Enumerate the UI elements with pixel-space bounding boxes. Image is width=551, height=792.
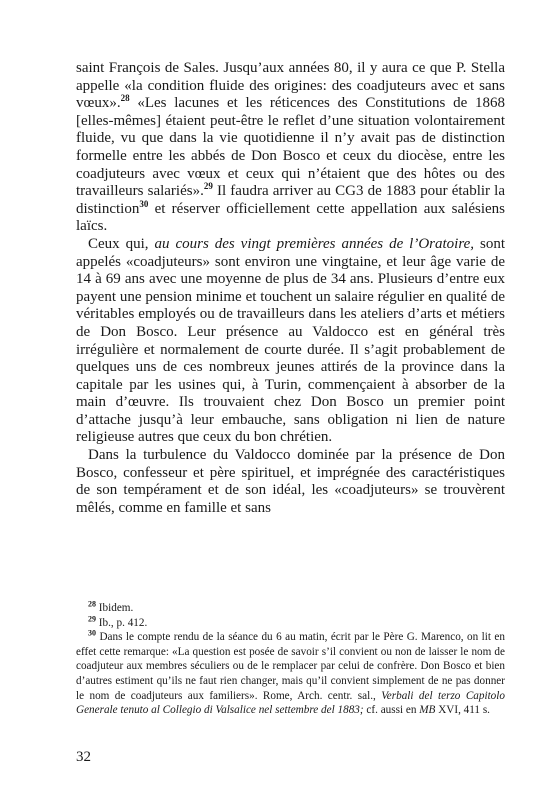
footnote-28 — [76, 601, 505, 616]
main-text — [76, 60, 505, 517]
italic-phrase: au cours des vingt premières années de l’Oratoire, — [154, 235, 475, 252]
footnote-number: 30 — [88, 628, 96, 638]
footnote-30 — [76, 630, 505, 718]
paragraph-1 — [76, 60, 505, 236]
text-run: Ceux qui, — [88, 235, 155, 252]
footnote-text: Dans le compte rendu de la séance du 6 au matin, écrit par le Père G. Marenco, on lit en effet cette remarque: «La question est posée de savoir s’il convient ou non de laisser le nom de coadjuteur aux membres séculiers ou de le remplacer par celui de confrère. Don Bosco et bien d’autres estiment qu’ils ne faut rien changer, mais qu’il convient simplement de ne pas donner le nom de coadjuteurs aux familiers». Rome, Arch. centr. sal., — [76, 631, 505, 702]
footnote-text: Ibidem. — [96, 602, 134, 614]
text-run: Dans la turbulence du Valdocco dominée par la présence de Don Bosco, confesseur et père spirituel, et imprégnée des caractéristiques de son tempérament et de son idéal, les «coadjuteurs» se trouvèrent mêlés, comme en famille et sans — [76, 447, 505, 516]
footnote-text: Ib., p. 412. — [96, 616, 148, 629]
text-run: Il faudra arriver au CG3 de 1883 pour établir la distinction — [76, 183, 505, 217]
footnote-29 — [76, 613, 505, 631]
text-run: et réserver officiellement cette appellation aux salésiens laïcs. — [76, 200, 505, 235]
footnote-number: 28 — [88, 599, 96, 609]
footnote-text: XVI, 411 s. — [435, 704, 490, 717]
page-number: 32 — [76, 749, 91, 765]
footnote-italic-title: Verbali del terzo Capitolo Generale tenuto al Collegio di Valsalice nel settembre del 1883; — [76, 689, 505, 717]
text-run: saint François de Sales. Jusqu’aux années 80, il y aura ce que P. Stella appelle «la condition fluide des origines: des coadjuteurs avec et sans vœux». — [76, 60, 505, 112]
footnote-italic-abbrev: MB — [419, 704, 436, 717]
footnote-ref-29: 29 — [203, 181, 213, 192]
footnotes — [76, 601, 505, 718]
footnote-number: 29 — [88, 613, 96, 623]
text-run: sont appelés «coadjuteurs» sont environ une vingtaine, et leur âge varie de 14 à 69 ans avec une moyenne de plus de 34 ans. Plusieurs d’entre eux payent une pension minime et touchent un salaire régulier en qualité de véritables employés ou de travailleurs dans les ateliers d’arts et métiers de Don Bosco. Leur présence au Valdocco est en général très irrégulière et normalement de courte durée. Il s’agit probablement de quelques uns de ces nombreux jeunes attirés de la province dans la capitale par les usines qui, à Turin, commençaient à absorber de la main d’œuvre. Ils trouvaient chez Don Bosco un premier point d’attache jusqu’à leur embauche, sans obligation ni lien de nature religieuse autres que ceux du bon chrétien. — [76, 235, 505, 446]
text-run: «Les lacunes et les réticences des Constitutions de 1868 [elles-mêmes] étaient peut-être le reflet d’une situation volontairement fluide, vu que dans la vie quotidienne il n’y avait pas de distinction formelle entre les abbés de Don Bosco et ceux du diocèse, entre les coadjuteurs avec vœux et ceux qui n’étaient que des hôtes ou des travailleurs salariés». — [76, 95, 505, 200]
footnote-text: cf. aussi en — [363, 704, 420, 717]
footnote-ref-30: 30 — [139, 198, 149, 209]
footnote-ref-28: 28 — [120, 93, 130, 104]
paragraph-3 — [76, 447, 505, 517]
paragraph-2 — [76, 236, 505, 447]
